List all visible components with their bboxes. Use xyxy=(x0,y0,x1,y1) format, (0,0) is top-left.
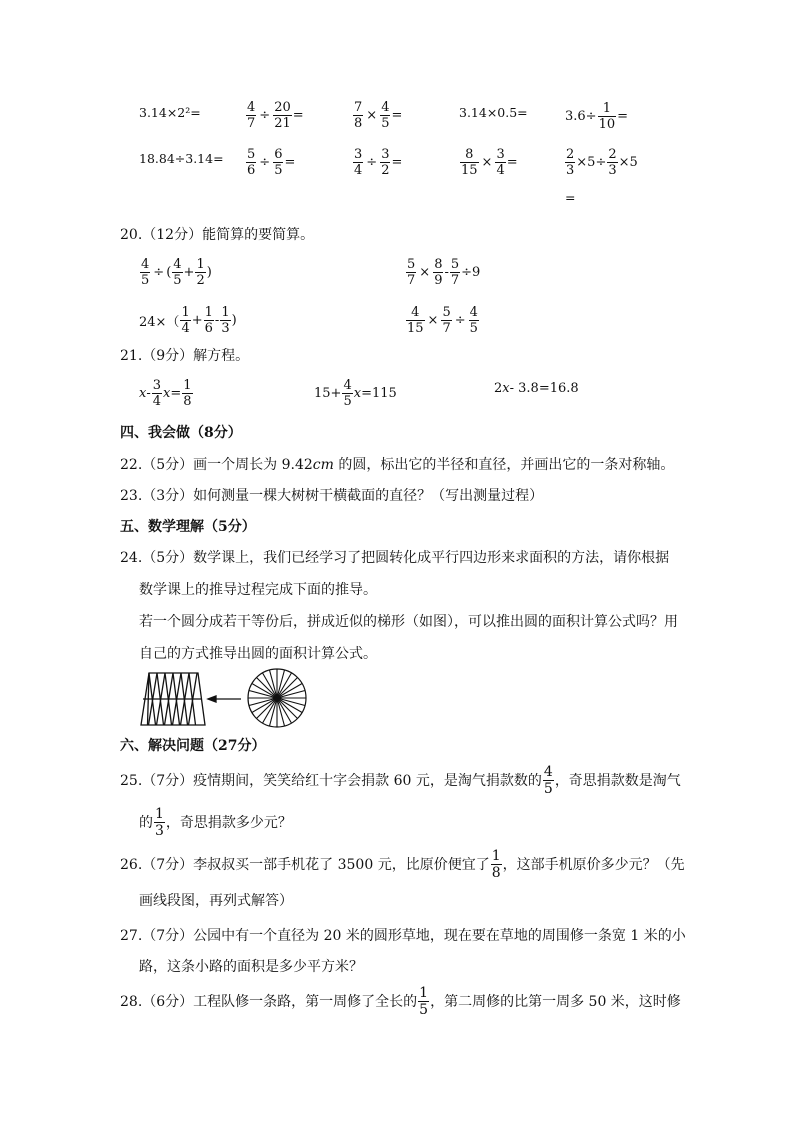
question-25-line-2: 的 $\frac{1}{3}$ ，奇思捐款多少元？ xyxy=(139,806,292,839)
calc-expr: $\frac{5}{6}$ ÷ $\frac{6}{5}$ = xyxy=(247,147,296,178)
q20-expr-2: $\frac{5}{7}$ × $\frac{8}{9}$ - $\frac{5}{7}$ ÷9 xyxy=(407,257,481,288)
q20-expr-4: $\frac{4}{15}$ × $\frac{5}{7}$ ÷ $\frac{4}{5}$ xyxy=(407,305,478,336)
question-20-title: 20.（12分）能简算的要简算。 xyxy=(120,227,315,243)
calc-expr: $\frac{3}{4}$ ÷ $\frac{3}{2}$ = xyxy=(354,147,403,178)
question-28-line-1: 28.（6分）工程队修一条路，第一周修了全长的 $\frac{1}{5}$ ，第二周修的比第一周多 50 米，这时修 xyxy=(120,985,681,1018)
calc-expr: 3.14×2²= xyxy=(139,105,201,120)
question-24-line: 若一个圆分成若干等份后，拼成近似的梯形（如图），可以推出圆的面积计算公式吗？用 xyxy=(139,614,678,630)
question-27-line-2: 路，这条小路的面积是多少平方米？ xyxy=(139,959,363,975)
question-25-line-1: 25.（7分）疫情期间，笑笑给红十字会捐款 60 元，是淘气捐款数的 $\frac{4}{5}$ ，奇思捐款数是淘气 xyxy=(120,764,681,797)
calc-equals: = xyxy=(565,190,576,205)
q21-equation-1: x - $\frac{3}{4}$ x = $\frac{1}{8}$ xyxy=(139,378,192,409)
calc-expr: $\frac{8}{15}$ × $\frac{3}{4}$ = xyxy=(461,147,518,178)
calc-expr: 3.6÷ $\frac{1}{10}$ = xyxy=(565,101,629,132)
circle-to-trapezoid-figure xyxy=(135,665,335,729)
fraction: $\frac{4}{7}$ xyxy=(247,100,256,131)
question-24-line: 自己的方式推导出圆的面积计算公式。 xyxy=(139,646,377,662)
circle-sectors xyxy=(248,669,306,727)
arrow-left-icon xyxy=(208,696,241,702)
question-26-line-1: 26.（7分）李叔叔买一部手机花了 3500 元，比原价便宜了 $\frac{1}{8}$ ，这部手机原价多少元？（先 xyxy=(120,848,685,881)
q20-expr-3: 24×（ $\frac{1}{4}$ + $\frac{1}{6}$ - $\frac{1}{3}$ ) xyxy=(139,305,237,336)
trapezoid-figure xyxy=(141,673,205,725)
calc-expr: $\frac{2}{3}$ ×5÷ $\frac{2}{3}$ ×5 xyxy=(566,147,638,178)
fraction: $\frac{20}{21}$ xyxy=(274,100,291,131)
section-6-heading: 六、解决问题（27分） xyxy=(120,738,266,754)
question-21-title: 21.（9分）解方程。 xyxy=(120,348,250,364)
question-22: 22.（5分）画一个周长为 9.42cm 的圆，标出它的半径和直径，并画出它的一条对称轴。 xyxy=(120,457,675,473)
calc-expr: $\frac{4}{7}$ ÷ $\frac{20}{21}$ = xyxy=(247,100,304,131)
question-26-line-2: 画线段图，再列式解答） xyxy=(139,893,293,909)
q21-equation-3: 2 x - 3.8=16.8 xyxy=(494,381,579,396)
calc-expr: $\frac{7}{8}$ × $\frac{4}{5}$ = xyxy=(354,100,403,131)
question-23: 23.（3分）如何测量一棵大树树干横截面的直径？（写出测量过程） xyxy=(120,488,544,504)
question-24-line: 24.（5分）数学课上，我们已经学习了把圆转化成平行四边形来求面积的方法，请你根据 xyxy=(120,550,670,566)
q21-equation-2: 15+ $\frac{4}{5}$ x =115 xyxy=(314,378,397,409)
calc-expr: 3.14×0.5= xyxy=(459,105,528,120)
question-27-line-1: 27.（7分）公园中有一个直径为 20 米的圆形草地，现在要在草地的周围修一条宽 1 米的小 xyxy=(120,928,686,944)
q20-expr-1: $\frac{4}{5}$ ÷ ( $\frac{4}{5}$ + $\frac{1}{2}$ ) xyxy=(141,257,212,288)
calc-expr: 18.84÷3.14= xyxy=(139,151,224,166)
section-4-heading: 四、我会做（8分） xyxy=(120,425,242,441)
question-24-line: 数学课上的推导过程完成下面的推导。 xyxy=(139,582,377,598)
section-5-heading: 五、数学理解（5分） xyxy=(120,519,256,535)
